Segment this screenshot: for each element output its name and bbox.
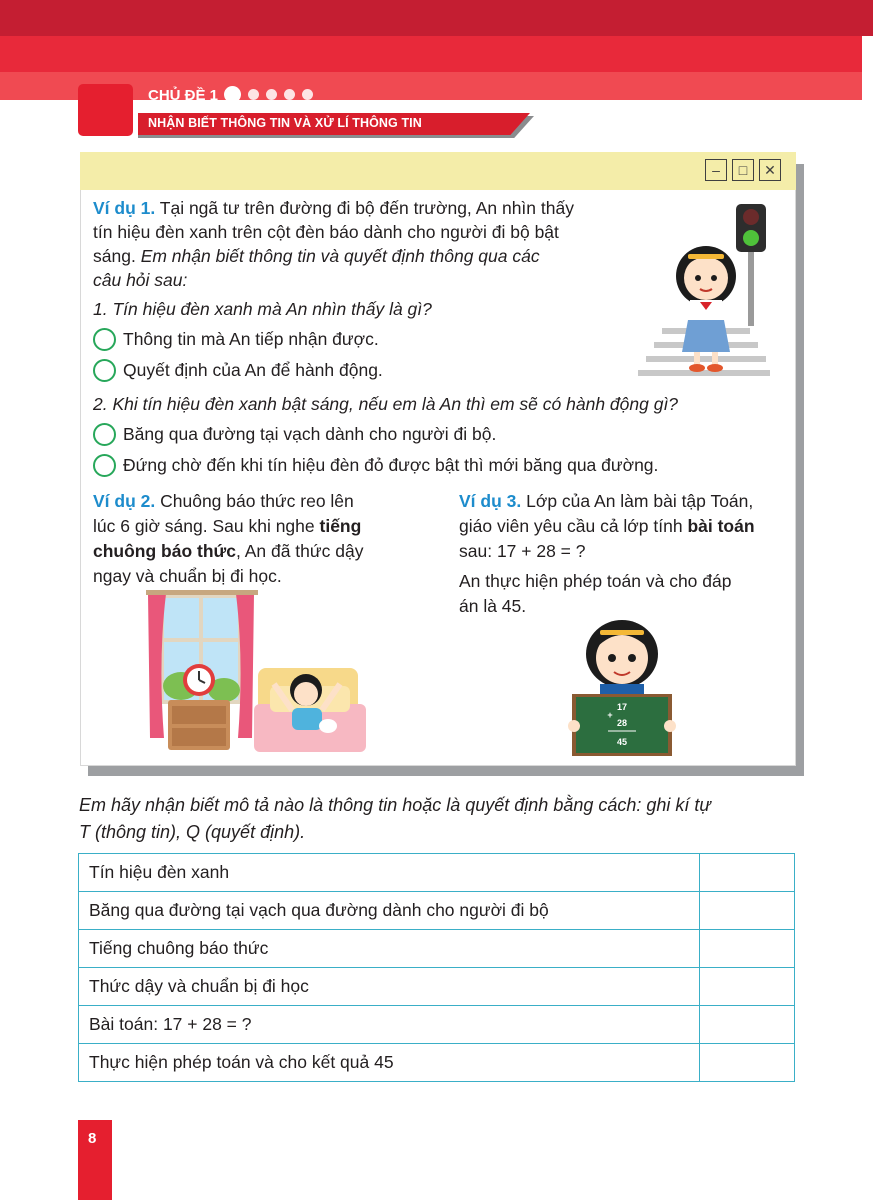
header-band (0, 36, 873, 72)
instruction-line1: Em hãy nhận biết mô tả nào là thông tin hoặc là quyết định bằng cách: ghi kí tự (79, 795, 711, 815)
answer-table (78, 853, 795, 1082)
table-cell-description: Tiếng chuông báo thức (79, 930, 700, 968)
progress-dot-active (224, 86, 241, 103)
bedroom-illustration (146, 590, 368, 754)
example2-bold: chuông báo thức (93, 541, 236, 561)
example3-label: Ví dụ 3. (459, 491, 522, 511)
example3-text: Lớp của An làm bài tập Toán, (526, 491, 754, 511)
window-title-bar (80, 152, 796, 190)
question-1: 1. Tín hiệu đèn xanh mà An nhìn thấy là gì? (93, 299, 432, 319)
traffic-light-illustration (636, 196, 772, 388)
window-controls (705, 159, 781, 181)
table-row (79, 892, 795, 930)
table-row (79, 968, 795, 1006)
example2-line1 (93, 489, 417, 513)
example3-line4: An thực hiện phép toán và cho đáp (459, 571, 732, 591)
table-row (79, 930, 795, 968)
instruction-line2: T (thông tin), Q (quyết định). (79, 822, 306, 842)
example3-line1 (459, 489, 785, 513)
table-cell-description: Tín hiệu đèn xanh (79, 854, 700, 892)
example1-label: Ví dụ 1. (93, 198, 156, 218)
example3-line2 (459, 514, 789, 538)
example1-line4: câu hỏi sau: (93, 270, 188, 290)
example1-line2: tín hiệu đèn xanh trên cột đèn báo dành cho người đi bộ bật (93, 222, 559, 242)
maximize-icon[interactable]: □ (732, 159, 754, 181)
q2-option-2[interactable] (93, 454, 658, 477)
page-number: 8 (88, 1130, 97, 1147)
table-cell-description: Băng qua đường tại vạch qua đường dành cho người đi bộ (79, 892, 700, 930)
example2-text: Chuông báo thức reo lên (160, 491, 354, 511)
radio-circle[interactable] (93, 359, 116, 382)
minimize-icon[interactable]: – (705, 159, 727, 181)
example2-line2 (93, 514, 417, 538)
example3-line5: án là 45. (459, 596, 527, 616)
header-notch (862, 36, 873, 108)
option-label: Băng qua đường tại vạch dành cho người đi bộ. (123, 424, 497, 444)
progress-dot (284, 89, 295, 100)
progress-dot (266, 89, 277, 100)
example2-label: Ví dụ 2. (93, 491, 156, 511)
table-row (79, 854, 795, 892)
q2-option-1[interactable] (93, 423, 496, 446)
question-2: 2. Khi tín hiệu đèn xanh bật sáng, nếu em là An thì em sẽ có hành động gì? (93, 394, 679, 414)
progress-dot (248, 89, 259, 100)
option-label: Đứng chờ đến khi tín hiệu đèn đỏ được bật thì mới băng qua đường. (123, 455, 659, 475)
example2-text: lúc 6 giờ sáng. Sau khi nghe (93, 516, 315, 536)
progress-dot (302, 89, 313, 100)
radio-circle[interactable] (93, 423, 116, 446)
example1-text: Tại ngã tư trên đường đi bộ đến trường, An nhìn thấy (159, 198, 574, 218)
example2-bold: tiếng (319, 516, 362, 536)
radio-circle[interactable] (93, 328, 116, 351)
radio-circle[interactable] (93, 454, 116, 477)
example1-line1 (93, 196, 628, 220)
close-icon[interactable]: ✕ (759, 159, 781, 181)
table-cell-description: Thực hiện phép toán và cho kết quả 45 (79, 1044, 700, 1082)
answer-cell[interactable] (700, 892, 795, 930)
board-number-a: 17 (616, 702, 628, 712)
answer-cell[interactable] (700, 854, 795, 892)
board-operator: + (607, 710, 613, 720)
q1-option-2[interactable] (93, 359, 383, 382)
table-row (79, 1044, 795, 1082)
example1-line3 (93, 244, 633, 268)
chapter-label: CHỦ ĐỀ 1 (148, 87, 219, 104)
chalkboard-illustration (566, 618, 678, 758)
answer-cell[interactable] (700, 1006, 795, 1044)
example3-text: giáo viên yêu cầu cả lớp tính (459, 516, 683, 536)
q1-option-1[interactable] (93, 328, 379, 351)
example2-line3 (93, 539, 417, 563)
example1-text: sáng. (93, 246, 136, 266)
example1-prompt: Em nhận biết thông tin và quyết định thông qua các (140, 246, 540, 266)
example3-line3: sau: 17 + 28 = ? (459, 541, 586, 561)
example2-text: , An đã thức dậy (235, 541, 364, 561)
example2-line4: ngay và chuẩn bị đi học. (93, 566, 282, 586)
table-cell-description: Bài toán: 17 + 28 = ? (79, 1006, 700, 1044)
answer-cell[interactable] (700, 968, 795, 1006)
chapter-marker (78, 84, 133, 136)
answer-cell[interactable] (700, 930, 795, 968)
table-row (79, 1006, 795, 1044)
answer-cell[interactable] (700, 1044, 795, 1082)
header-band (0, 0, 873, 36)
table-cell-description: Thức dậy và chuẩn bị đi học (79, 968, 700, 1006)
topic-title: NHẬN BIẾT THÔNG TIN VÀ XỬ LÍ THÔNG TIN (148, 116, 422, 130)
example3-bold: bài toán (687, 516, 755, 536)
option-label: Quyết định của An để hành động. (123, 360, 383, 380)
board-number-b: 28 (616, 718, 628, 728)
option-label: Thông tin mà An tiếp nhận được. (123, 329, 379, 349)
progress-dots (224, 86, 313, 103)
board-result: 45 (616, 737, 628, 747)
